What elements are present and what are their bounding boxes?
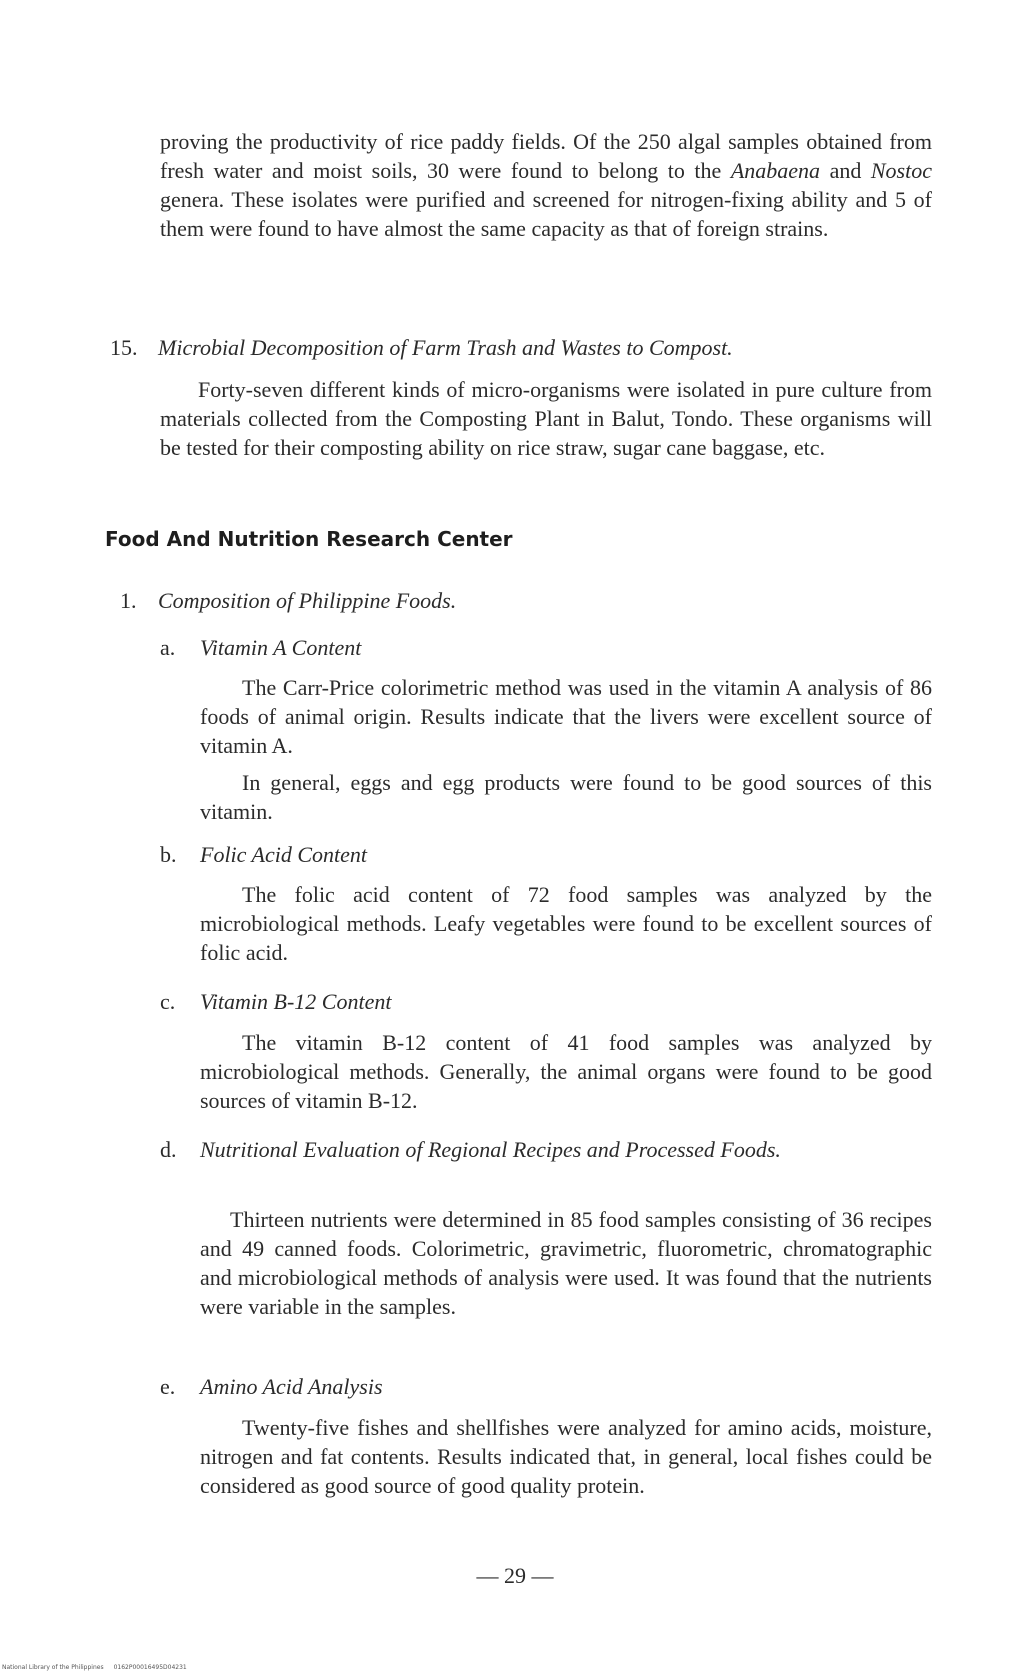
- subitem-d-letter: d.: [160, 1137, 177, 1162]
- subitem-a-heading: [160, 633, 361, 662]
- item-15-number: 15.: [110, 335, 138, 360]
- subitem-b-title: Folic Acid Content: [200, 842, 368, 867]
- item-1-title: Composition of Philippine Foods.: [158, 588, 457, 613]
- subitem-b-heading: [160, 840, 367, 869]
- subitem-c-paragraph: [200, 1028, 932, 1115]
- subitem-e-paragraph: [200, 1413, 932, 1500]
- footer-library: National Library of the Philippines: [2, 1664, 104, 1671]
- subitem-d-paragraph: [200, 1205, 932, 1321]
- item-15-title: Microbial Decomposition of Farm Trash and Wastes to Compost.: [158, 335, 733, 360]
- subitem-c-heading: [160, 987, 391, 1016]
- subitem-c-text: The vitamin B-12 content of 41 food samples was analyzed by microbiological methods. Generally, the animal organs were found to be good sources of vitamin B-12.: [200, 1030, 932, 1113]
- subitem-a-paragraph-1: [200, 673, 932, 760]
- subitem-a-title: Vitamin A Content: [200, 635, 362, 660]
- subitem-a-text-2: In general, eggs and egg products were found to be good sources of this vitamin.: [200, 770, 932, 824]
- intro-genus-nostoc: Nostoc: [870, 158, 932, 183]
- subitem-d-heading: [160, 1135, 932, 1164]
- subitem-c-letter: c.: [160, 989, 176, 1014]
- subitem-a-text-1: The Carr-Price colorimetric method was used in the vitamin A analysis of 86 foods of animal origin. Results indicate that the livers were excellent source of vitamin A.: [200, 675, 932, 758]
- subitem-a-letter: a.: [160, 635, 176, 660]
- subitem-a-paragraph-2: [200, 768, 932, 826]
- intro-text-3: genera. These isolates were purified and screened for nitrogen-fixing ability and 5 of them were found to have almost the same capacity as that of foreign strains.: [160, 187, 932, 241]
- subitem-e-heading: [160, 1372, 383, 1401]
- intro-genus-anabaena: Anabaena: [730, 158, 821, 183]
- intro-paragraph: [160, 127, 932, 243]
- item-15-heading: [110, 333, 733, 362]
- subitem-e-text: Twenty-five fishes and shellfishes were analyzed for amino acids, moisture, nitrogen and fat contents. Results indicated that, in general, local fishes could be considered as good source of good quality protein.: [200, 1415, 932, 1498]
- subitem-d-title: Nutritional Evaluation of Regional Recipes and Processed Foods.: [200, 1137, 781, 1162]
- scan-footer: [2, 1664, 197, 1672]
- subitem-b-letter: b.: [160, 842, 177, 867]
- item-1-number: 1.: [120, 588, 137, 613]
- intro-text-1: proving the productivity of rice paddy fields. Of the 250 algal samples obtained from fresh water and moist soils, 30 were found to belong to the: [160, 129, 932, 183]
- subitem-b-paragraph: [200, 880, 932, 967]
- subitem-e-title: Amino Acid Analysis: [200, 1374, 383, 1399]
- intro-text-2: and: [820, 158, 871, 183]
- footer-code: 0162P00016495D04231: [113, 1664, 187, 1671]
- section-heading: Food And Nutrition Research Center: [105, 527, 513, 551]
- subitem-b-text: The folic acid content of 72 food samples was analyzed by the microbiological methods. Leafy vegetables were found to be excellent sources of folic acid.: [200, 882, 932, 965]
- subitem-d-text: Thirteen nutrients were determined in 85 food samples consisting of 36 recipes and 49 canned foods. Colorimetric, gravimetric, fluorometric, chromatographic and microbiological methods of analysis were used. It was found that the nutrients were variable in the samples.: [200, 1207, 932, 1319]
- item-1-heading: [120, 586, 456, 615]
- item-15-body: [160, 375, 932, 462]
- subitem-e-letter: e.: [160, 1374, 176, 1399]
- page-number: — 29 —: [476, 1563, 554, 1588]
- subitem-c-title: Vitamin B-12 Content: [200, 989, 392, 1014]
- item-15-body-text: Forty-seven different kinds of micro-organisms were isolated in pure culture from materials collected from the Composting Plant in Balut, Tondo. These organisms will be tested for their composting ability on rice straw, sugar cane baggase, etc.: [160, 377, 932, 460]
